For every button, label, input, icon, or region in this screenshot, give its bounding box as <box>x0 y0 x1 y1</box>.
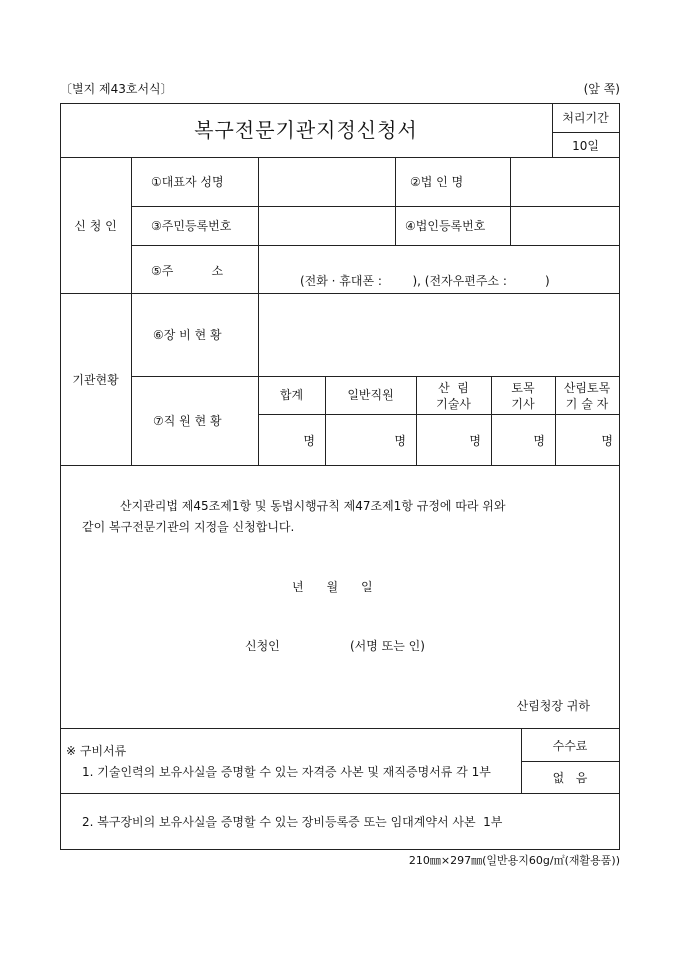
form-title: 복구전문기관지정신청서 <box>194 118 418 142</box>
staff-status-label: ⑦직 원 현 황 <box>153 414 222 428</box>
statement-line-2: 같이 복구전문기관의 지정을 신청합니다. <box>82 520 295 534</box>
application-date: 년 월 일 <box>292 580 373 594</box>
recipient-label: 산림청장 귀하 <box>516 699 590 713</box>
fee-value: 없 음 <box>552 771 588 785</box>
rep-name-field[interactable] <box>259 158 395 206</box>
staff-total-unit[interactable]: 명 <box>303 434 315 448</box>
signature-note: (서명 또는 인) <box>350 639 425 653</box>
required-docs-heading: ※ 구비서류 <box>66 744 127 758</box>
fee-label: 수수료 <box>552 739 588 753</box>
processing-period-label: 처리기간 <box>562 111 609 125</box>
institution-section-label: 기관현황 <box>72 373 119 387</box>
contact-info-text: (전화 · 휴대폰 : ), (전자우편주소 : ) <box>300 274 550 288</box>
applicant-section-label: 신 청 인 <box>74 219 117 233</box>
address-label: ⑤주 소 <box>151 264 224 278</box>
staff-col-forest-engineer: 산 림 기술사 <box>436 381 471 411</box>
processing-period-value: 10일 <box>572 139 599 153</box>
staff-general-unit[interactable]: 명 <box>394 434 406 448</box>
equipment-status-label: ⑥장 비 현 황 <box>153 328 222 342</box>
required-doc-item-1: 1. 기술인력의 보유사실을 증명할 수 있는 자격증 사본 및 재직증명서류 각 1부 <box>82 765 491 779</box>
corp-reg-no-field[interactable] <box>511 207 619 245</box>
staff-col-forest-civil-tech: 산림토목 기 술 자 <box>563 381 611 411</box>
form-number-label: 〔별지 제43호서식〕 <box>60 82 173 96</box>
staff-forest-civil-tech-unit[interactable]: 명 <box>601 434 613 448</box>
equipment-status-field[interactable] <box>259 294 619 376</box>
required-doc-item-2: 2. 복구장비의 보유사실을 증명할 수 있는 장비등록증 또는 임대계약서 사본 1부 <box>82 815 503 829</box>
rep-name-label: ①대표자 성명 <box>151 175 224 189</box>
staff-col-total: 합계 <box>279 388 304 402</box>
corp-reg-no-label: ④법인등록번호 <box>405 219 486 233</box>
resident-no-label: ③주민등록번호 <box>151 219 232 233</box>
corp-name-label: ②법 인 명 <box>410 175 464 189</box>
applicant-signature-label: 신청인 <box>245 639 280 653</box>
page-side-label: (앞 쪽) <box>583 82 620 96</box>
staff-civil-engineer-unit[interactable]: 명 <box>533 434 545 448</box>
corp-name-field[interactable] <box>511 158 619 206</box>
statement-line-1: 산지관리법 제45조제1항 및 동법시행규칙 제47조제1항 규정에 따라 위와 <box>120 499 506 513</box>
resident-no-field[interactable] <box>259 207 395 245</box>
staff-forest-engineer-unit[interactable]: 명 <box>469 434 481 448</box>
paper-spec: 210㎜×297㎜(일반용지60g/㎡(재활용품)) <box>408 854 620 867</box>
staff-col-civil-engineer: 토목 기사 <box>511 381 535 411</box>
staff-col-general: 일반직원 <box>347 388 394 402</box>
